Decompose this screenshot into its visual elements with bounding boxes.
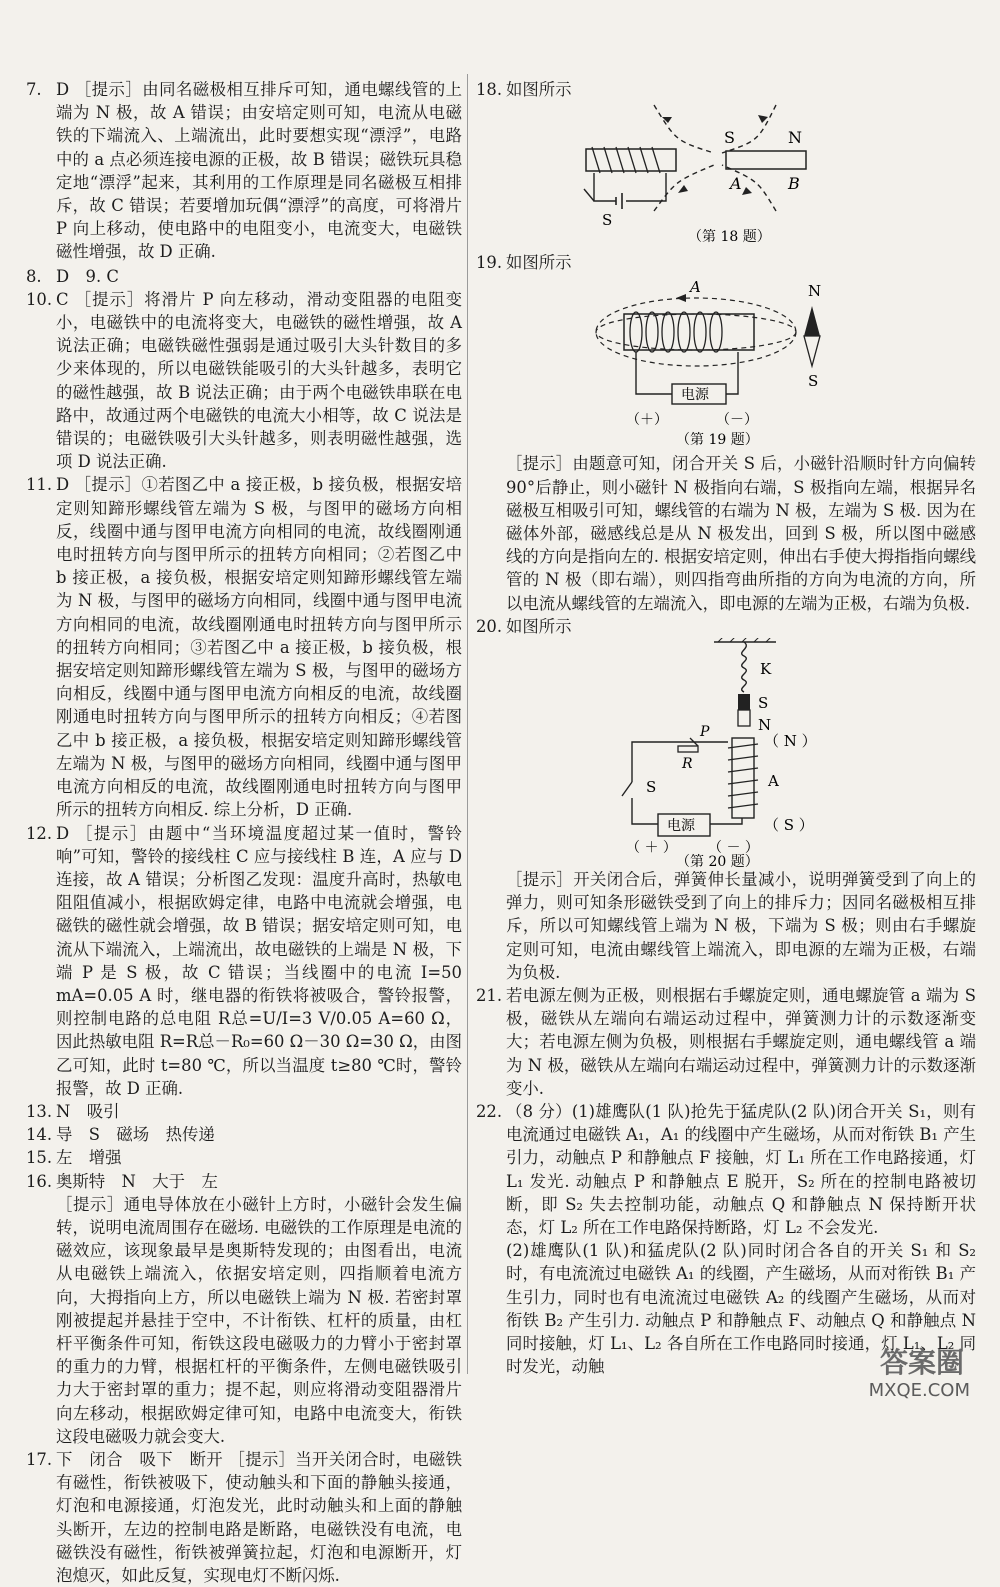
arrow-head [676, 294, 686, 302]
plus-label: （＋） [626, 412, 668, 429]
figure-19 [476, 274, 976, 452]
hint-19: ［提示］由题意可知，闭合开关 S 后，小磁针沿顺时针方向偏转 90°后静止，则小磁针 N 极指向右端，S 极指向左端，根据异名磁极互相吸引可知，螺线管的右端为 N 极，左端为 S 极. 因为在磁体外部，磁感线总是从 N 极发出，回到 S 极，所以图中磁感线的方向是指向左的. 根据安培定则，伸出右手使大拇指指向螺线管的 N 极（即右端），则四指弯曲所指的方向为电流的方向，所以电流从螺线管的左端流入，即电源的左端为正极，右端为负极. [506, 454, 976, 613]
solenoid-n-label: （ N ） [764, 732, 817, 751]
minus-label: （ － ） [708, 840, 759, 857]
answer-14 [26, 1123, 462, 1146]
right-column [476, 78, 976, 1379]
answer-text-part-2: (2)雄鹰队(1 队)和猛虎队(2 队)同时闭合各自的开关 S₁ 和 S₂ 时，有电流流过电磁铁 A₁ 的线圈，产生磁场，从而对衔铁 B₁ 产生引力，同时也有电流流过电磁铁 A₂ 的线圈产生磁场，从而对衔铁 B₂ 产生引力. 动触点 P 和静触点 F、动触点 Q 和静触点 N 同时接触，灯 L₁、L₂ 各自所在工作电路同时接通，灯 L₁、L₂ 同时发光，动触 [506, 1241, 976, 1377]
figure-18-svg [476, 101, 976, 251]
answer-text: 若电源左侧为正极，则根据右手螺旋定则，通电螺旋管 a 端为 S 极，磁铁从左端向右端运动过程中，弹簧测力计的示数逐渐变大；若电源左侧为负极，则根据右手螺旋定则，通电螺线管 a 端为 N 极，磁铁从左端向右端运动过程中，弹簧测力计的示数逐渐变小. [506, 986, 976, 1098]
magnet-s-label: S [724, 128, 735, 148]
answer-11 [26, 473, 462, 821]
answer-17 [26, 1448, 462, 1587]
point-a-label: A [690, 278, 701, 297]
power-source-label: 电源 [667, 818, 695, 835]
item-number: 12. [26, 823, 53, 843]
magnet-s-label: S [758, 694, 769, 713]
resistor-r-label: R [682, 756, 693, 773]
answer-text: 如图所示 [506, 80, 572, 99]
answer-21 [476, 984, 976, 1100]
compass-n-label: N [808, 282, 822, 301]
compass-s-label: S [808, 372, 819, 391]
spring-k-label: K [760, 660, 772, 679]
spring [742, 642, 747, 692]
arrow-head [758, 115, 768, 123]
figure-18 [476, 101, 976, 251]
magnet-n-pole [738, 710, 750, 726]
answer-7 [26, 78, 462, 264]
point-b-label: B [788, 174, 800, 194]
magnet-s-pole [738, 694, 750, 710]
answer-text: 下 闭合 吸下 断开 ［提示］当开关闭合时，电磁铁有磁性，衔铁被吸下，使动触头和下面的静触头接通，灯泡和电源接通，灯泡发光，此时动触头和上面的静触头断开，左边的控制电路是断路，电磁铁没有电流，电磁铁没有磁性，衔铁被弹簧拉起，灯泡和电源断开，灯泡熄灭，如此反复，实现电灯不断闪烁. [56, 1449, 462, 1585]
magnet-n-label: N [788, 128, 802, 148]
point-a-label: A [730, 174, 742, 194]
figure-caption: （第 19 题） [676, 432, 759, 449]
bar-magnet [726, 151, 806, 169]
answer-text: D 9. C [56, 266, 119, 286]
answer-16 [26, 1170, 462, 1448]
solenoid-s-label: （ S ） [764, 816, 814, 835]
plus-label: （ ＋ ） [626, 840, 677, 857]
compass-needle-north [804, 306, 820, 336]
figure-20-svg [476, 638, 976, 868]
magnet-n-label: N [758, 716, 772, 735]
rheostat [678, 746, 698, 752]
power-source-label: 电源 [681, 387, 709, 404]
answer-19 [476, 251, 976, 274]
solenoid-windings [592, 147, 660, 173]
item-number: 15. [26, 1148, 53, 1168]
answer-text: 奥斯特 N 大于 左 [56, 1171, 218, 1191]
minus-label: （－） [716, 412, 758, 429]
answer-22 [476, 1100, 976, 1378]
answer-15 [26, 1146, 462, 1169]
slider-p-label: P [700, 724, 710, 741]
column-divider [467, 74, 468, 1374]
arrow-head [678, 185, 688, 193]
answer-text: D ［提示］由题中“当环境温度超过某一值时，警铃响”可知，警铃的接线柱 C 应与接线柱 B 连，A 应与 D 连接，故 A 错误；分析图乙发现：温度升高时，热敏电阻阻值减小，根据欧姆定律，电路中电流就会增强，电磁铁的磁性就会增强，故 B 错误；据安培定则可知，电流从下端流入，上端流出，故电磁铁的上端是 N 极，下端 P 是 S 极，故 C 错误；当线圈中的电流 I=50 mA=0.05 A 时，继电器的衔铁将被吸合，警铃报警，则控制电路的总电阻 R总=U/I=3 V/0.05 A=60 Ω，因此热敏电阻 R=R总－R₀=60 Ω－30 Ω=30 Ω，由图乙可知，此时 t=80 ℃，所以当温度 t≥80 ℃时，警铃报警，故 D 正确. [56, 823, 462, 1098]
field-line [596, 298, 796, 366]
figure-caption: （第 20 题） [676, 854, 759, 869]
switch [584, 189, 594, 201]
answer-8-9 [26, 265, 462, 288]
item-number: 20. [476, 616, 503, 636]
item-number: 19. [476, 253, 503, 273]
switch [622, 782, 632, 796]
item-number: 8. [26, 266, 42, 286]
answer-10 [26, 288, 462, 474]
item-number: 7. [26, 80, 42, 99]
item-number: 10. [26, 289, 53, 309]
answer-text: 如图所示 [506, 253, 572, 273]
item-number: 16. [26, 1171, 53, 1191]
answer-text: C ［提示］将滑片 P 向左移动，滑动变阻器的电阻变小，电磁铁中的电流将变大，电磁铁的磁性增强，故 A 说法正确；电磁铁磁性强弱是通过吸引大头针数目的多少来体现的，所以电磁铁能吸引的大头针越多，表明它的磁性越强，故 B 说法正确；由于两个电磁铁串联在电路中，故通过两个电磁铁的电流大小相等，故 C 说法是错误的；电磁铁吸引大头针越多，则表明磁性越强，选项 D 说法正确. [56, 289, 462, 472]
answer-text: 导 S 磁场 热传递 [56, 1125, 215, 1145]
solenoid [586, 149, 676, 171]
answer-12 [26, 822, 462, 1100]
hint-text: ［提示］通电导体放在小磁针上方时，小磁针会发生偏转，说明电流周围存在磁场. 电磁铁的工作原理是电流的磁效应，该现象最早是奥斯特发现的；由图看出，电流从电磁铁上端流入，依据安培定则，四指顺着电流方向，大拇指向上方，所以电磁铁上端为 N 极. 若密封罩刚被提起并悬挂于空中，不计衔铁、杠杆的质量，由杠杆平衡条件可知，衔铁这段电磁吸力的力臂小于密封罩的重力的力臂，根据杠杆的平衡条件，左侧电磁铁吸引力大于密封罩的重力；提不起，则应将滑动变阻器滑片向左移动，根据欧姆定律可知，电路中电流变大，衔铁这段电磁吸力就会变大. [56, 1194, 462, 1446]
switch-label: S [646, 778, 657, 797]
circuit-wire [594, 173, 666, 201]
arrow-head [662, 117, 672, 123]
figure-19-svg [476, 274, 976, 452]
watermark-url: MXQE.COM [868, 1380, 970, 1401]
answer-text: 左 增强 [56, 1148, 122, 1168]
item-number: 18. [476, 80, 503, 99]
hint-20: ［提示］开关闭合后，弹簧伸长量减小，说明弹簧受到了向上的弹力，则可知条形磁铁受到了向上的排斥力；因同名磁极相互排斥，所以可知螺线管上端为 N 极，下端为 S 极；则由右手螺旋定则可知，电流由螺线管上端流入，即电源的左端为正极，右端为负极. [506, 870, 976, 982]
answer-20 [476, 615, 976, 638]
answer-text: D ［提示］①若图乙中 a 接正极，b 接负极，根据安培定则知蹄形螺线管左端为 S 极，与图甲的磁场方向相反，线圈中通与图甲电流方向相同的电流，故线圈刚通电时扭转方向与图甲所示的扭转方向相同；②若图乙中 b 接正极，a 接负极，根据安培定则知蹄形螺线管左端为 N 极，与图甲的磁场方向相同，线圈中通与图甲电流方向相同的电流，故线圈刚通电时扭转方向与图甲所示的扭转方向相同；③若图乙中 a 接正极，b 接负极，根据安培定则知蹄形螺线管左端为 S 极，与图甲的磁场方向相反，线圈中通与图甲电流方向相反的电流，故线圈刚通电时扭转方向与图甲所示的扭转方向相反；④若图乙中 b 接正极，a 接负极，根据安培定则知蹄形螺线管左端为 N 极，与图甲的磁场方向相同，线圈中通与图甲电流方向相反的电流，故线圈刚通电时扭转方向与图甲所示的扭转方向相反. 综上分析，D 正确. [56, 475, 462, 820]
left-column [26, 78, 462, 1587]
item-number: 11. [26, 475, 53, 495]
answer-text: D ［提示］由同名磁极相互排斥可知，通电螺线管的上端为 N 极，故 A 错误；由安培定则可知，电流从电磁铁的下端流入、上端流出，此时要想实现“漂浮”，电路中的 a 点必须连接电源的正极，故 B 错误；磁铁玩具稳定地“漂浮”起来，其利用的工作原理是同名磁极互相排斥，故 C 错误；若要增加玩偶“漂浮”的高度，可将滑片 P 向上移动，使电路中的电阻变小，电流变大，电磁铁磁性增强，故 D 正确. [56, 80, 462, 262]
field-line [654, 105, 714, 153]
answer-text: 如图所示 [506, 616, 572, 636]
logo-text: 答案圈 [879, 1346, 964, 1379]
answer-text: N 吸引 [56, 1101, 120, 1121]
item-number: 14. [26, 1125, 53, 1145]
solenoid-a-label: A [768, 772, 779, 791]
item-number: 17. [26, 1449, 53, 1469]
arrow-head [742, 187, 752, 195]
item-number: 13. [26, 1101, 53, 1121]
item-number: 21. [476, 986, 503, 1006]
watermark-logo [880, 1341, 964, 1381]
compass-needle-south [804, 336, 820, 366]
figure-20 [476, 638, 976, 868]
item-number: 22. [476, 1102, 503, 1122]
answer-13 [26, 1100, 462, 1123]
figure-caption: （第 18 题） [688, 229, 771, 246]
answer-18 [476, 78, 976, 101]
answer-text: （8 分）(1)雄鹰队(1 队)抢先于猛虎队(2 队)闭合开关 S₁，则有电流通过电磁铁 A₁，A₁ 的线圈中产生磁场，从而对衔铁 B₁ 产生引力，动触点 P 和静触点 F 接触，灯 L₁ 所在工作电路接通，灯 L₁ 发光. 动触点 P 和静触点 E 脱开，S₂ 所在的控制电路被切断，即 S₂ 失去控制功能，动触点 Q 和静触点 N 保持断开状态，灯 L₂ 所在工作电路保持断路，灯 L₂ 不会发光. [506, 1102, 976, 1238]
solenoid-windings [630, 312, 722, 352]
switch-label: S [602, 211, 613, 230]
